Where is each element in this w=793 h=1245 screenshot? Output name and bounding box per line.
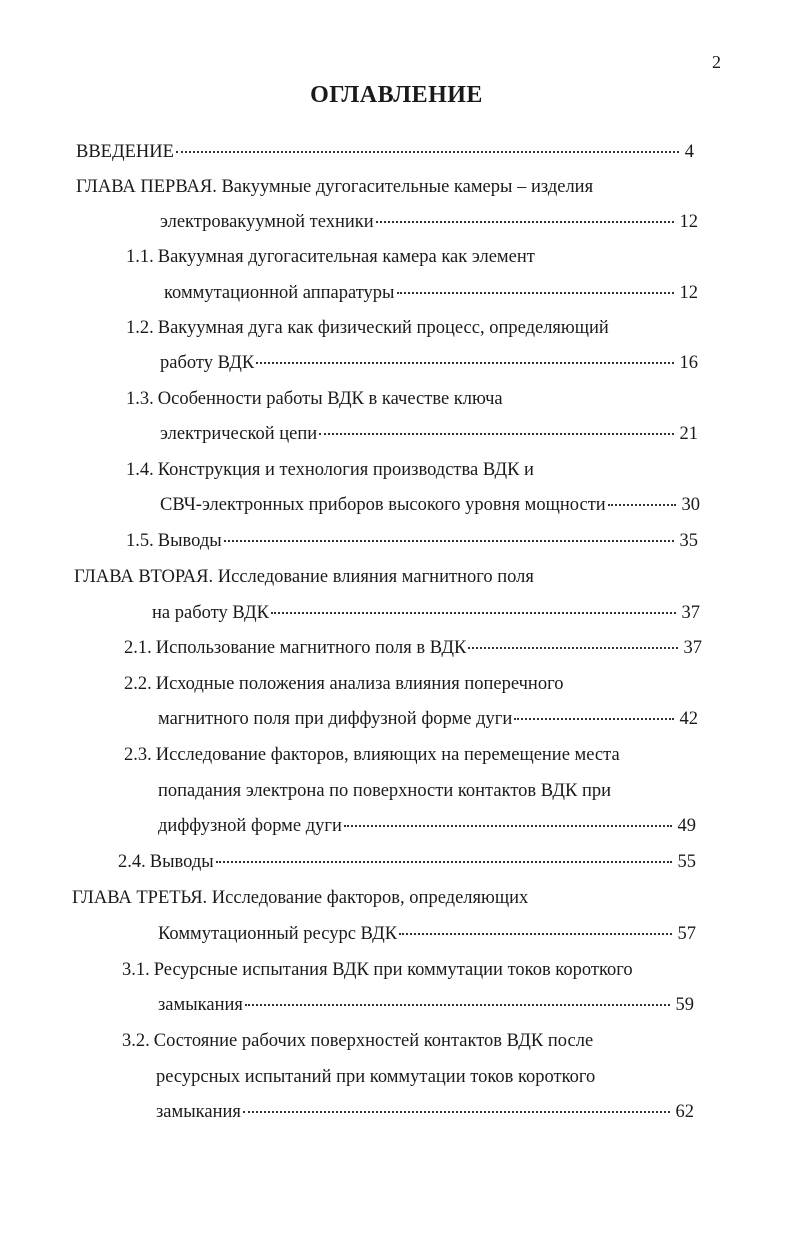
toc-entry-text: Особенности работы ВДК в качестве ключа <box>157 389 503 409</box>
toc-leader-dots <box>319 432 673 435</box>
toc-chapter-1-heading[interactable] <box>76 175 593 201</box>
toc-section-1-4[interactable] <box>126 458 534 484</box>
toc-leader-dots <box>514 717 673 720</box>
toc-entry-text: СВЧ-электронных приборов высокого уровня мощности <box>160 495 606 515</box>
toc-section-3-2-continuation-1[interactable] <box>156 1065 595 1091</box>
toc-section-1-2-continuation[interactable] <box>160 351 698 377</box>
toc-entry-text: Выводы <box>149 852 214 872</box>
toc-section-1-1[interactable] <box>126 245 535 271</box>
toc-leader-dots <box>344 824 672 827</box>
toc-section-1-2[interactable] <box>126 316 609 342</box>
toc-entry-text: замыкания <box>156 1102 241 1122</box>
toc-section-number: 1.3. <box>126 389 154 409</box>
page-title: ОГЛАВЛЕНИЕ <box>310 82 483 108</box>
toc-leader-dots <box>176 150 679 153</box>
toc-entry-text: ГЛАВА ТРЕТЬЯ. Исследование факторов, определяющих <box>72 888 529 908</box>
toc-section-3-2[interactable] <box>122 1029 593 1055</box>
toc-section-number: 2.4. <box>118 852 146 872</box>
toc-section-1-4-continuation[interactable] <box>160 493 700 519</box>
toc-entry-page: 35 <box>679 531 698 551</box>
toc-entry-text: попадания электрона по поверхности контактов ВДК при <box>158 781 612 801</box>
toc-entry-text: Исходные положения анализа влияния поперечного <box>155 674 564 694</box>
toc-entry-text: ресурсных испытаний при коммутации токов короткого <box>156 1067 596 1087</box>
toc-entry-text: Использование магнитного поля в ВДК <box>155 638 467 658</box>
toc-entry-text: ВВЕДЕНИЕ <box>76 142 174 162</box>
toc-chapter-3-continuation[interactable] <box>158 922 696 948</box>
toc-entry-text: Вакуумная дуга как физический процесс, определяющий <box>157 318 609 338</box>
toc-entry-page: 30 <box>681 495 700 515</box>
toc-section-2-2-continuation[interactable] <box>158 707 698 733</box>
toc-entry-text: Состояние рабочих поверхностей контактов ВДК после <box>153 1031 594 1051</box>
page-number: 2 <box>712 52 721 72</box>
toc-entry-page: 57 <box>677 924 696 944</box>
toc-section-number: 1.2. <box>126 318 154 338</box>
toc-entry-text: коммутационной аппаратуры <box>164 283 395 303</box>
toc-leader-dots <box>256 361 673 364</box>
toc-entry-page: 59 <box>675 995 694 1015</box>
toc-entry-page: 49 <box>677 816 696 836</box>
toc-leader-dots <box>399 932 671 935</box>
toc-entry-page: 42 <box>679 709 698 729</box>
toc-section-2-3-continuation-2[interactable] <box>158 814 696 840</box>
toc-section-number: 2.2. <box>124 674 152 694</box>
toc-entry-page: 4 <box>684 142 694 162</box>
toc-section-number: 3.2. <box>122 1031 150 1051</box>
toc-leader-dots <box>216 860 672 863</box>
toc-section-number: 2.3. <box>124 745 152 765</box>
toc-entry-text: Коммутационный ресурс ВДК <box>158 924 398 944</box>
toc-entry-page: 12 <box>679 283 698 303</box>
toc-chapter-2-continuation[interactable] <box>152 601 700 627</box>
toc-entry-text: замыкания <box>158 995 243 1015</box>
toc-section-number: 3.1. <box>122 960 150 980</box>
toc-section-3-1[interactable] <box>122 958 633 984</box>
toc-chapter-3-heading[interactable] <box>72 886 528 912</box>
toc-chapter-1-continuation[interactable] <box>160 210 698 236</box>
toc-entry-text: Вакуумная дугогасительная камера как элемент <box>157 247 535 267</box>
toc-chapter-2-heading[interactable] <box>74 565 534 591</box>
toc-section-1-1-continuation[interactable] <box>164 281 698 307</box>
toc-entry-text: диффузной форме дуги <box>158 816 342 836</box>
toc-section-number: 2.1. <box>124 638 152 658</box>
toc-section-1-3-continuation[interactable] <box>160 422 698 448</box>
toc-leader-dots <box>224 539 674 542</box>
toc-section-number: 1.5. <box>126 531 154 551</box>
toc-entry-page: 37 <box>683 638 702 658</box>
toc-entry-text: электровакуумной техники <box>160 212 374 232</box>
toc-section-2-1[interactable] <box>124 636 702 662</box>
toc-section-2-4[interactable] <box>118 850 696 876</box>
toc-section-2-3[interactable] <box>124 743 620 769</box>
toc-entry-text: Конструкция и технология производства ВДК и <box>157 460 534 480</box>
toc-section-3-1-continuation[interactable] <box>158 993 694 1019</box>
toc-leader-dots <box>468 646 677 649</box>
toc-entry-text: ГЛАВА ВТОРАЯ. Исследование влияния магнитного поля <box>74 567 534 587</box>
toc-leader-dots <box>243 1110 670 1113</box>
toc-entry-text: на работу ВДК <box>152 603 269 623</box>
toc-entry-page: 55 <box>677 852 696 872</box>
toc-section-1-3[interactable] <box>126 387 503 413</box>
toc-section-2-2[interactable] <box>124 672 563 698</box>
toc-entry-text: Исследование факторов, влияющих на перемещение места <box>155 745 620 765</box>
toc-entry-page: 62 <box>675 1102 694 1122</box>
toc-leader-dots <box>376 220 674 223</box>
toc-entry-introduction[interactable] <box>76 140 694 166</box>
toc-entry-page: 37 <box>681 603 700 623</box>
toc-entry-page: 21 <box>679 424 698 444</box>
toc-leader-dots <box>397 291 674 294</box>
toc-entry-text: ГЛАВА ПЕРВАЯ. Вакуумные дугогасительные камеры – изделия <box>76 177 594 197</box>
toc-entry-text: электрической цепи <box>160 424 318 444</box>
toc-leader-dots <box>271 611 676 614</box>
toc-entry-text: работу ВДК <box>160 353 255 373</box>
toc-leader-dots <box>608 503 676 506</box>
toc-leader-dots <box>245 1003 670 1006</box>
toc-entry-page: 12 <box>679 212 698 232</box>
toc-entry-text: магнитного поля при диффузной форме дуги <box>158 709 513 729</box>
toc-section-1-5[interactable] <box>126 529 698 555</box>
toc-section-number: 1.4. <box>126 460 154 480</box>
toc-section-number: 1.1. <box>126 247 154 267</box>
toc-section-3-2-continuation-2[interactable] <box>156 1100 694 1126</box>
toc-section-2-3-continuation-1[interactable] <box>158 779 611 805</box>
toc-entry-text: Ресурсные испытания ВДК при коммутации токов короткого <box>153 960 633 980</box>
toc-entry-text: Выводы <box>157 531 222 551</box>
toc-entry-page: 16 <box>679 353 698 373</box>
